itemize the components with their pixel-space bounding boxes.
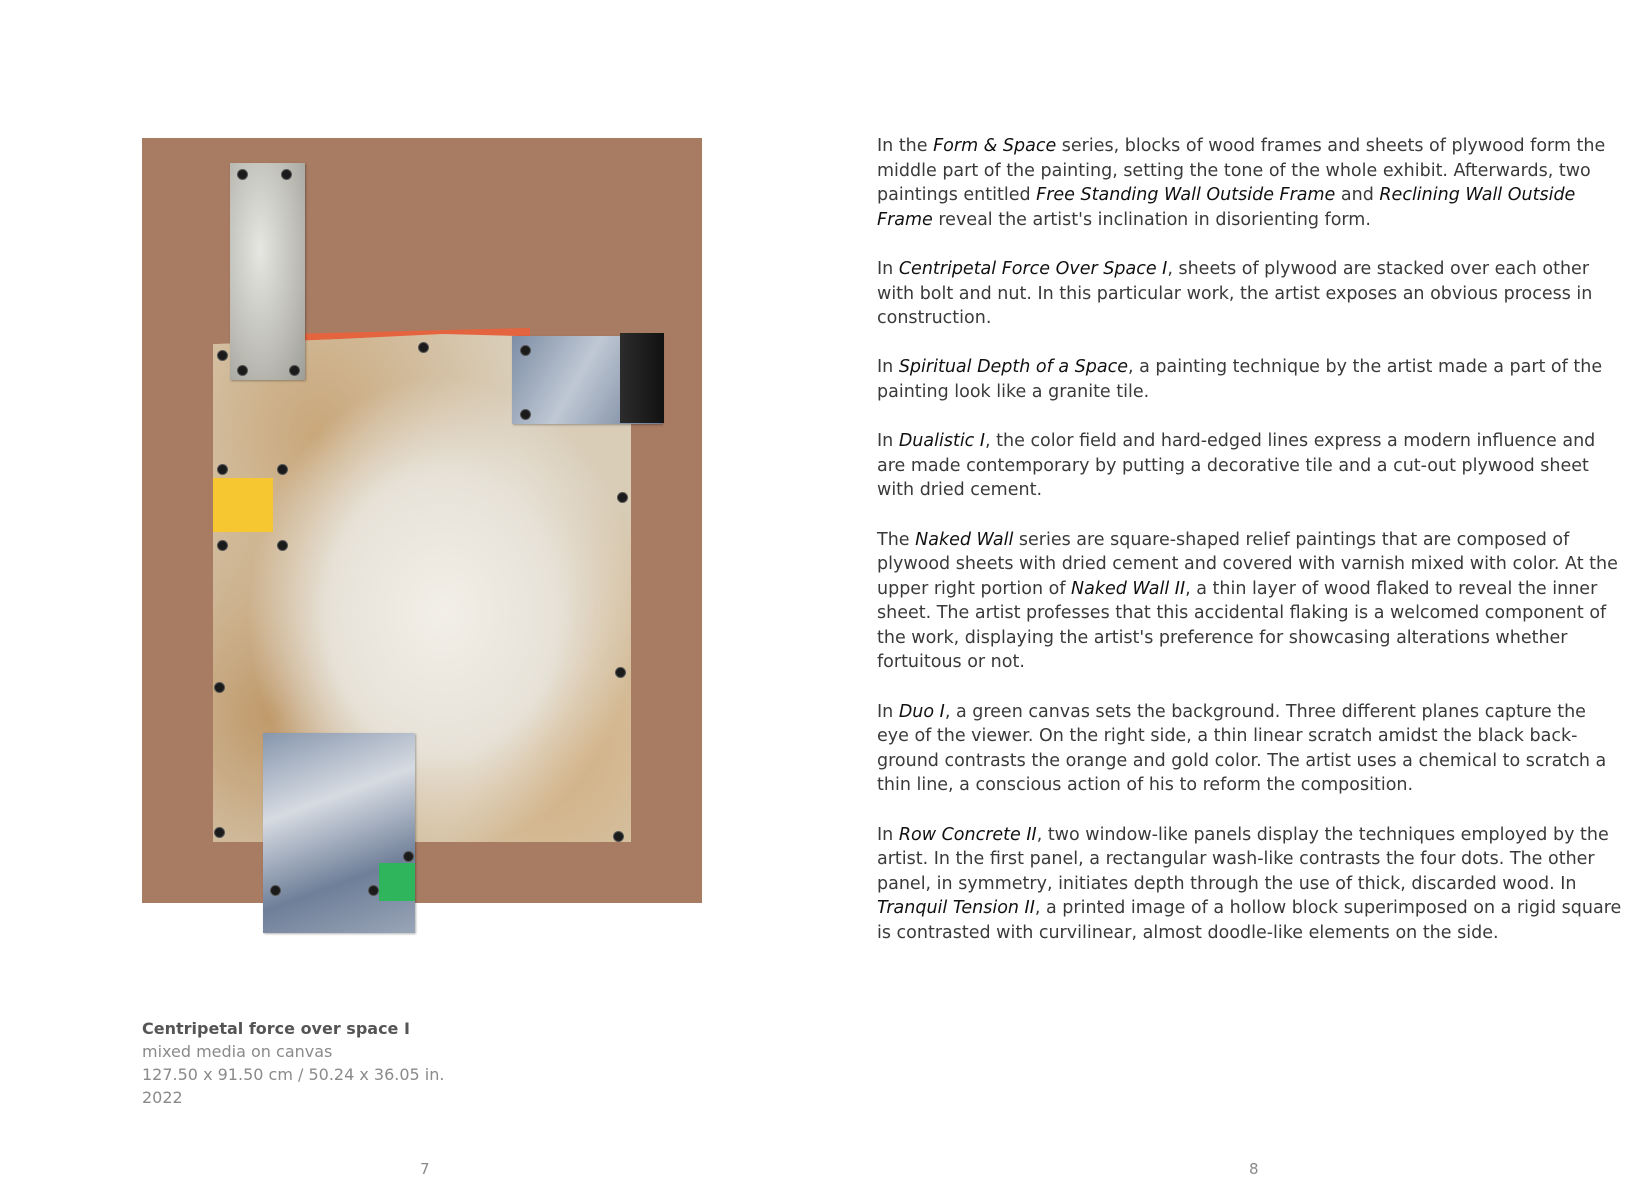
caption-medium: mixed media on canvas [142,1042,333,1061]
artwork-black-panel [620,333,664,423]
bolt [419,343,428,352]
bolt [271,886,280,895]
caption-title: Centripetal force over space I [142,1019,410,1038]
bolt [215,683,224,692]
bolt [521,346,530,355]
right-page [825,0,1650,1200]
bolt [618,493,627,502]
bolt [369,886,378,895]
bolt [404,852,413,861]
text-run: , sheets of plywood are stacked over each other with bolt and nut. In this particular work, the artist exposes an obvious process in construction. [877,258,1593,329]
bolt [238,366,247,375]
text-run: In [877,824,899,845]
text-run: The [877,529,916,550]
body-paragraph [877,134,1622,232]
text-run: In [877,258,899,279]
text-run: , a green canvas sets the background. Three different planes capture the eye of the viewer. On the right side, a thin linear scratch amidst the black back-ground contrasts the orange and gold color. The artist uses a chemical to scratch a thin line, a conscious action of his to reform the composition. [877,701,1607,796]
text-run: , a printed image of a hollow block superimposed on a rigid square is contrasted with curvilinear, almost doodle-like elements on the side. [877,898,1622,943]
bolt [218,541,227,550]
caption-dimensions: 127.50 x 91.50 cm / 50.24 x 36.05 in. [142,1065,445,1084]
bolt [278,465,287,474]
page-number-left: 7 [420,1160,430,1178]
artwork-title-reference: Naked Wall [915,529,1014,550]
text-run: reveal the artist's inclination in disorienting form. [932,209,1371,230]
caption-year: 2022 [142,1088,183,1107]
artwork-yellow-tile [213,478,273,532]
bolt [215,828,224,837]
bolt [218,351,227,360]
artwork-top-panel [230,163,305,380]
page-number-right: 8 [1249,1160,1259,1178]
body-paragraph [877,823,1622,946]
artwork-title-reference: Centripetal Force Over Space I [898,258,1168,279]
text-run: , a thin layer of wood flaked to reveal the inner sheet. The artist professes that this accidental flaking is a welcomed component of the work, displaying the artist's preference for showcasing alterations whether fortuitous or not. [877,578,1607,673]
body-paragraph [877,257,1622,331]
artwork-green-tile [379,863,415,901]
text-run: , the color field and hard-edged lines express a modern influence and are made contemporary by putting a decorative tile and a cut-out plywood sheet with dried cement. [877,431,1596,501]
artwork-title-reference: Spiritual Depth of a Space [898,357,1128,378]
text-run: In [877,431,899,452]
bolt [238,170,247,179]
artwork-title-reference: Row Concrete II [898,824,1037,845]
artwork-title-reference: Reclining Wall Outside Frame [877,185,1576,230]
bolt [218,465,227,474]
text-run: series, blocks of wood frames and sheets of plywood form the middle part of the painting, setting the tone of the whole exhibit. Afterwards, two paintings entitled [877,136,1606,206]
body-paragraph [877,700,1622,798]
text-run: series are square-shaped relief paintings that are composed of plywood sheets with dried cement and covered with varnish mixed with color. At the upper right portion of [877,529,1618,599]
bolt [278,541,287,550]
artwork-bottom-panel [263,733,415,933]
bolt [614,832,623,841]
text-run: In [877,357,899,378]
text-run: , a painting technique by the artist made a part of the painting look like a granite tile. [877,357,1603,402]
text-run: In the [877,136,934,156]
bolt [282,170,291,179]
bolt [616,668,625,677]
text-run: and [1335,185,1380,206]
body-paragraph [877,429,1622,503]
body-paragraph [877,355,1622,404]
bolt [521,410,530,419]
artwork-title-reference: Tranquil Tension II [877,898,1035,919]
artwork-title-reference: Naked Wall II [1071,578,1186,599]
text-run: In [877,701,899,722]
artwork-title-reference: Duo I [898,701,945,722]
artwork-title-reference: Dualistic I [898,431,986,452]
body-text [877,134,1622,970]
text-run: , two window-like panels display the techniques employed by the artist. In the first panel, a rectangular wash-like contrasts the four dots. The other panel, in symmetry, initiates depth through the use of thick, discarded wood. In [877,824,1609,894]
body-paragraph [877,528,1622,676]
bolt [290,366,299,375]
artwork-caption [142,1017,444,1109]
artwork-image [142,138,702,938]
artwork-title-reference: Form & Space [933,136,1057,156]
artwork-title-reference: Free Standing Wall Outside Frame [1036,185,1336,206]
